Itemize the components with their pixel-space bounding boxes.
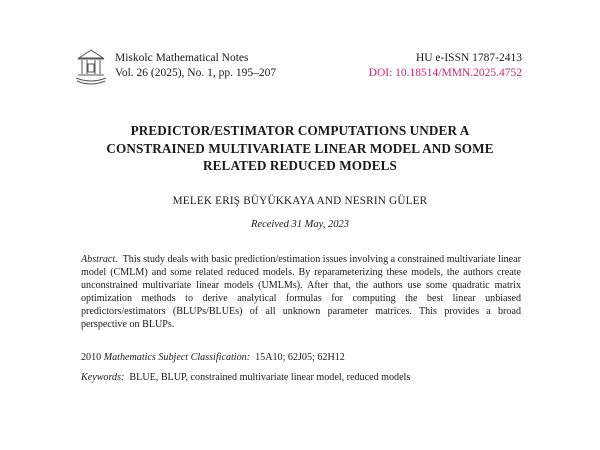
article-title xyxy=(60,122,540,175)
msc-label: Mathematics Subject Classification: xyxy=(103,352,251,363)
title-line: RELATED REDUCED MODELS xyxy=(203,158,397,173)
keywords-text: BLUE, BLUP, constrained multivariate linear model, reduced models xyxy=(129,372,411,383)
doi-link[interactable]: DOI: 10.18514/MMN.2025.4752 xyxy=(368,67,522,79)
abstract-text: This study deals with basic prediction/estimation issues involving a constrained multivariate linear model (CMLM) and some related reduced models. By reparameterizing these models, the authors create unconstrained multivariate linear models (UMLMs). After that, the authors use some quadratic matrix optimization methods to derive analytical formulas for computing the best linear unbiased predictors/estimators (BLUPs/BLUEs) of all unknown parameter matrices. This provides a broad perspective on BLUPs. xyxy=(81,254,521,330)
msc-codes: 15A10; 62J05; 62H12 xyxy=(255,352,345,363)
msc-prefix: 2010 xyxy=(81,352,102,363)
abstract xyxy=(81,253,521,331)
journal-name: Miskolc Mathematical Notes xyxy=(115,52,249,64)
authors: MELEK ERIŞ BÜYÜKKAYA AND NESRIN GÜLER xyxy=(172,195,428,207)
received-date: Received 31 May, 2023 xyxy=(251,219,349,230)
volume-line: Vol. 26 (2025), No. 1, pp. 195–207 xyxy=(115,67,277,79)
university-crest-icon xyxy=(73,48,109,86)
title-line: PREDICTOR/ESTIMATOR COMPUTATIONS UNDER A xyxy=(130,123,470,138)
abstract-label: Abstract. xyxy=(81,254,118,265)
issn: HU e-ISSN 1787-2413 xyxy=(415,52,522,64)
keywords xyxy=(81,371,521,384)
keywords-label: Keywords: xyxy=(81,372,125,383)
title-line: CONSTRAINED MULTIVARIATE LINEAR MODEL AND SOME xyxy=(106,140,494,156)
msc-classification xyxy=(81,351,521,364)
